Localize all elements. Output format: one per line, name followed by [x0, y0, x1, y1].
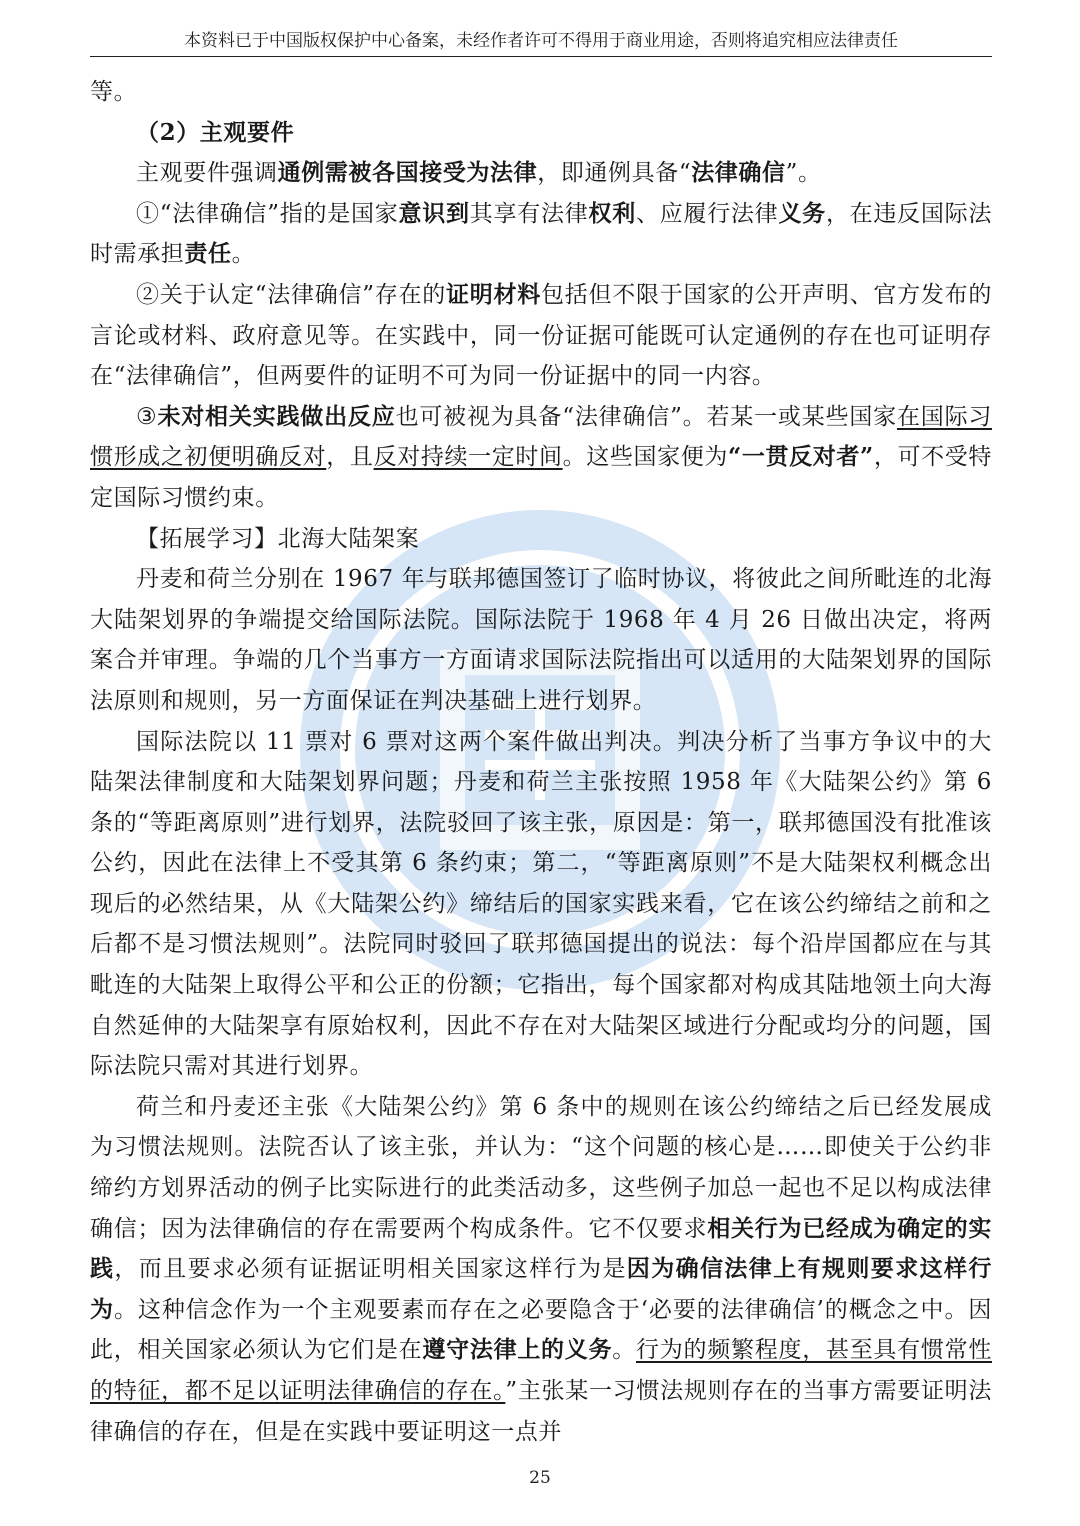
- section-heading: （2）主观要件: [136, 118, 295, 146]
- paragraph-subjective-element: 主观要件强调通例需被各国接受为法律，即通例具备“法律确信”。: [136, 159, 822, 187]
- paragraph-persistent-objector: ③未对相关实践做出反应也可被视为具备“法律确信”。若某一或某些国家在国际习惯形成之初便明确反对，且反对持续一定时间。这些国家便为“一贯反对者”，可不受特定国际习惯约束。: [90, 402, 993, 511]
- paragraph-court-judgment: 国际法院以 11 票对 6 票对这两个案件做出判决。判决分析了当事方争议中的大陆架法律制度和大陆架划界问题；丹麦和荷兰主张按照 1958 年《大陆架公约》第 6 条的“等距离原则”进行划界，法院驳回了该主张，原因是：第一，联邦德国没有批准该公约，因此在法律上不受其第 6 条约束；第二，“等距离原则”不是大陆架权利概念出现后的必然结果，从《大陆架公约》缔结后的国家实践来看，它在该公约缔结之前和之后都不是习惯法规则”。法院同时驳回了联邦德国提出的说法：每个沿岸国都应在与其毗连的大陆架上取得公平和公正的份额；它指出，每个国家都对构成其陆地领土向大海自然延伸的大陆架享有原始权利，因此不存在对大陆架区域进行分配或均分的问题，国际法院只需对其进行划界。: [90, 728, 992, 1080]
- paragraph-evidence-materials: ②关于认定“法律确信”存在的证明材料包括但不限于国家的公开声明、官方发布的言论或材料、政府意见等。在实践中，同一份证据可能既可认定通例的存在也可证明存在“法律确信”，但两要件的证明不可为同一份证据中的同一内容。: [90, 280, 993, 390]
- copyright-notice: 本资料已于中国版权保护中心备案，未经作者许可不得用于商业用途，否则将追究相应法律责任: [184, 31, 898, 51]
- page-number: 25: [529, 1468, 551, 1488]
- extended-study-title: 【拓展学习】北海大陆架案: [136, 525, 420, 552]
- paragraph-opinio-juris-definition: ①“法律确信”指的是国家意识到其享有法律权利、应履行法律义务，在违反国际法时需承担责任。: [90, 199, 993, 268]
- paragraph-case-background: 丹麦和荷兰分别在 1967 年与联邦德国签订了临时协议，将彼此之间所毗连的北海大陆架划界的争端提交给国际法院。国际法院于 1968 年 4 月 26 日做出决定，将两案合并审理。争端的几个当事方一方面请求国际法院指出可以适用的大陆架划界的国际法原则和规则，另一方面保证在判决基础上进行划界。: [90, 566, 992, 714]
- document-body: [90, 72, 992, 1452]
- paragraph-customary-law-analysis: 荷兰和丹麦还主张《大陆架公约》第 6 条中的规则在该公约缔结之后已经发展成为习惯法规则。法院否认了该主张，并认为：“这个问题的核心是……即使关于公约非缔约方划界活动的例子比实际进行的此类活动多，这些例子加总一起也不足以构成法律确信；因为法律确信的存在需要两个构成条件。它不仅要求相关行为已经成为确定的实践，而且要求必须有证据证明相关国家这样行为是因为确信法律上有规则要求这样行为。这种信念作为一个主观要素而存在之必要隐含于‘必要的法律确信’的概念之中。因此，相关国家必须认为它们是在遵守法律上的义务。行为的频繁程度，甚至具有惯常性的特征，都不足以证明法律确信的存在。”主张某一习惯法规则存在的当事方需要证明法律确信的存在，但是在实践中要证明这一点并: [90, 1093, 993, 1445]
- paragraph-continuation: 等。: [90, 79, 138, 105]
- header-divider: [90, 56, 992, 57]
